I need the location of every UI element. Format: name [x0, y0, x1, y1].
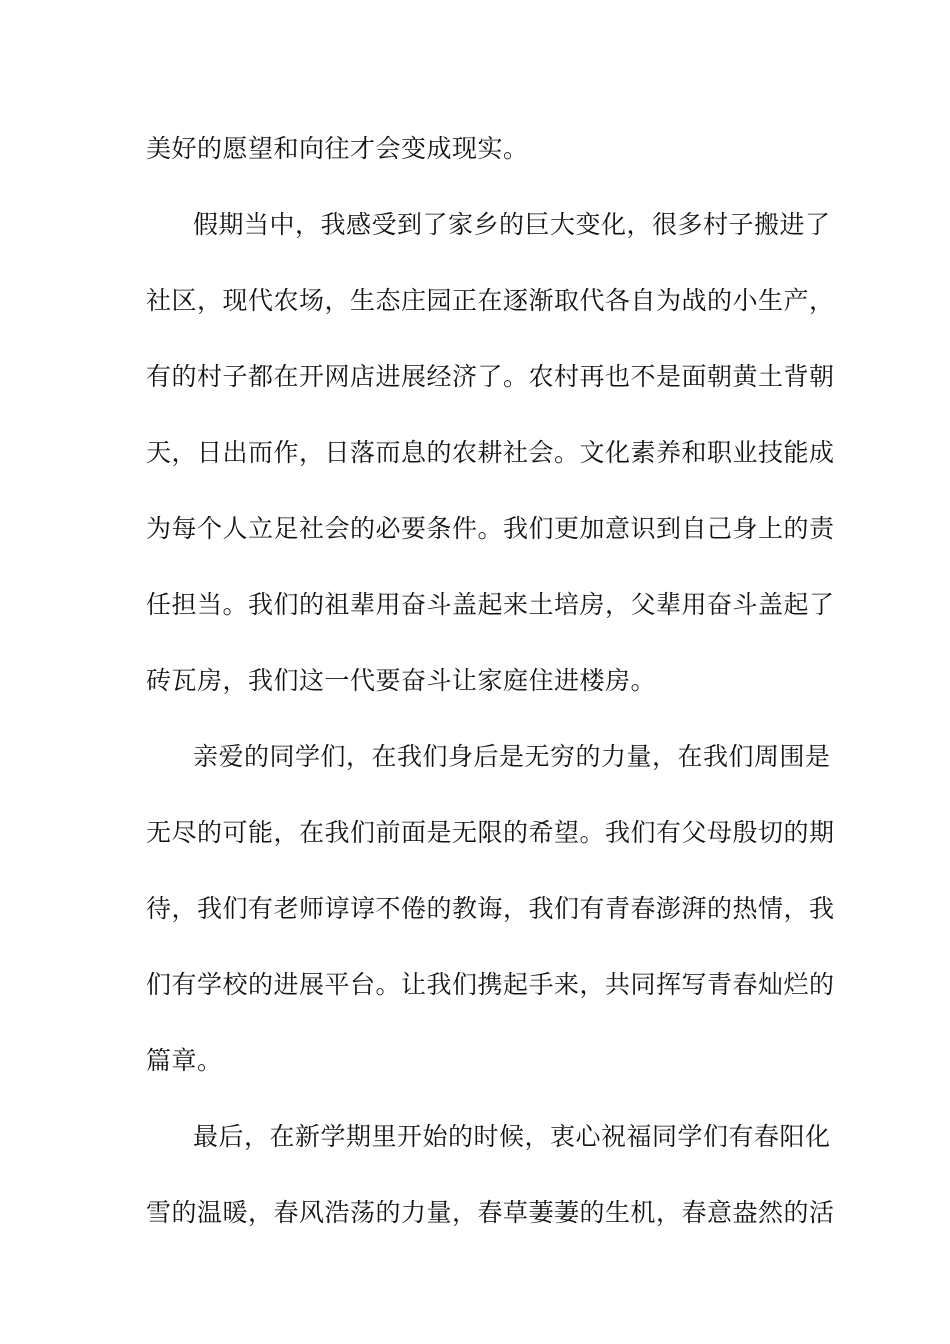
paragraph-start-line: 假期当中，我感受到了家乡的巨大变化，很多村子搬进了	[193, 210, 831, 239]
text-line: 们有学校的进展平台。让我们携起手来，共同挥写青春灿烂的	[146, 970, 835, 999]
text-line: 雪的温暖，春风浩荡的力量，春草萋萋的生机，春意盎然的活	[146, 1198, 835, 1227]
text-line: 无尽的可能，在我们前面是无限的希望。我们有父母殷切的期	[146, 818, 835, 847]
text-line: 社区，现代农场，生态庄园正在逐渐取代各自为战的小生产，	[146, 286, 835, 315]
text-line: 篇章。	[146, 1046, 223, 1075]
text-line: 为每个人立足社会的必要条件。我们更加意识到自己身上的责	[146, 514, 835, 543]
paragraph-start-line: 亲爱的同学们，在我们身后是无穷的力量，在我们周围是	[193, 742, 831, 771]
text-line: 砖瓦房，我们这一代要奋斗让家庭住进楼房。	[146, 666, 657, 695]
text-line: 天，日出而作，日落而息的农耕社会。文化素养和职业技能成	[146, 438, 835, 467]
text-line: 有的村子都在开网店进展经济了。农村再也不是面朝黄土背朝	[146, 362, 835, 391]
text-line: 任担当。我们的祖辈用奋斗盖起来土培房，父辈用奋斗盖起了	[146, 590, 835, 619]
text-line: 待，我们有老师谆谆不倦的教诲，我们有青春澎湃的热情，我	[146, 894, 835, 923]
paragraph-start-line: 最后，在新学期里开始的时候，衷心祝福同学们有春阳化	[193, 1122, 831, 1151]
text-line: 美好的愿望和向往才会变成现实。	[146, 134, 529, 163]
document-body	[146, 126, 835, 1266]
